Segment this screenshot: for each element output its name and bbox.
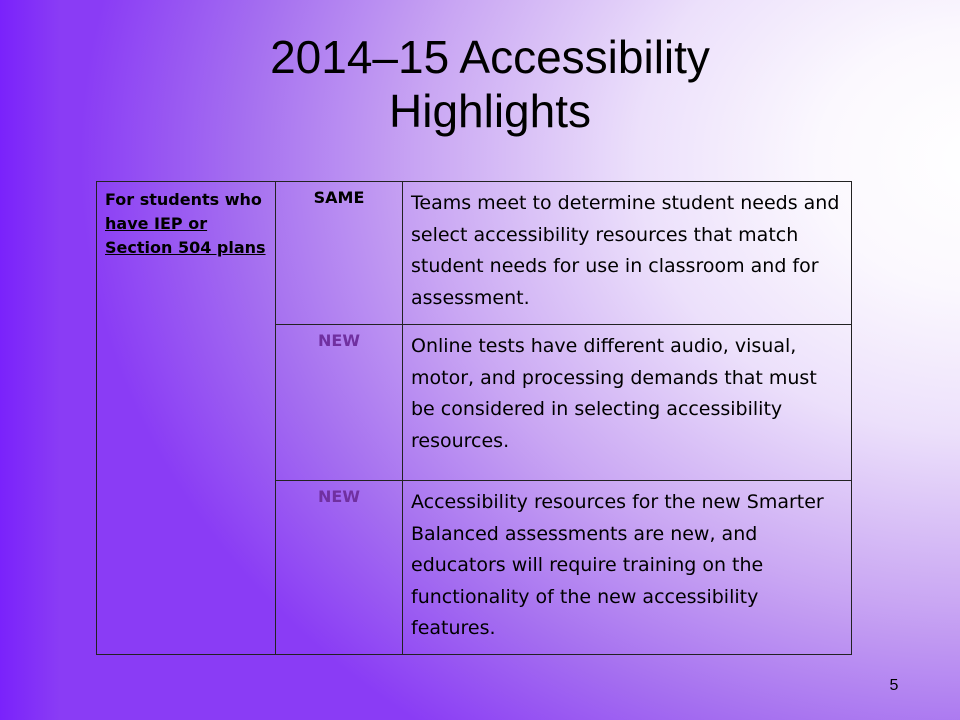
status-label: NEW xyxy=(276,325,403,481)
title-line-1: 2014–15 Accessibility xyxy=(270,31,710,83)
student-group-cell xyxy=(97,182,276,655)
row-description: Teams meet to determine student needs and select accessibility resources that match student needs for use in classroom and for assessment. xyxy=(403,182,852,325)
student-group-plans: have IEP or Section 504 plans xyxy=(105,214,266,257)
status-label: NEW xyxy=(276,481,403,655)
title-line-2: Highlights xyxy=(389,85,591,137)
status-label: SAME xyxy=(276,182,403,325)
page-number: 5 xyxy=(889,677,899,694)
accessibility-table xyxy=(96,181,852,655)
slide-title xyxy=(140,30,840,138)
student-group-label: For students who xyxy=(105,190,262,209)
row-description: Online tests have different audio, visual, motor, and processing demands that must be considered in selecting accessibility resources. xyxy=(403,325,852,481)
table-row xyxy=(97,182,852,325)
row-description: Accessibility resources for the new Smarter Balanced assessments are new, and educators will require training on the functionality of the new accessibility features. xyxy=(403,481,852,655)
